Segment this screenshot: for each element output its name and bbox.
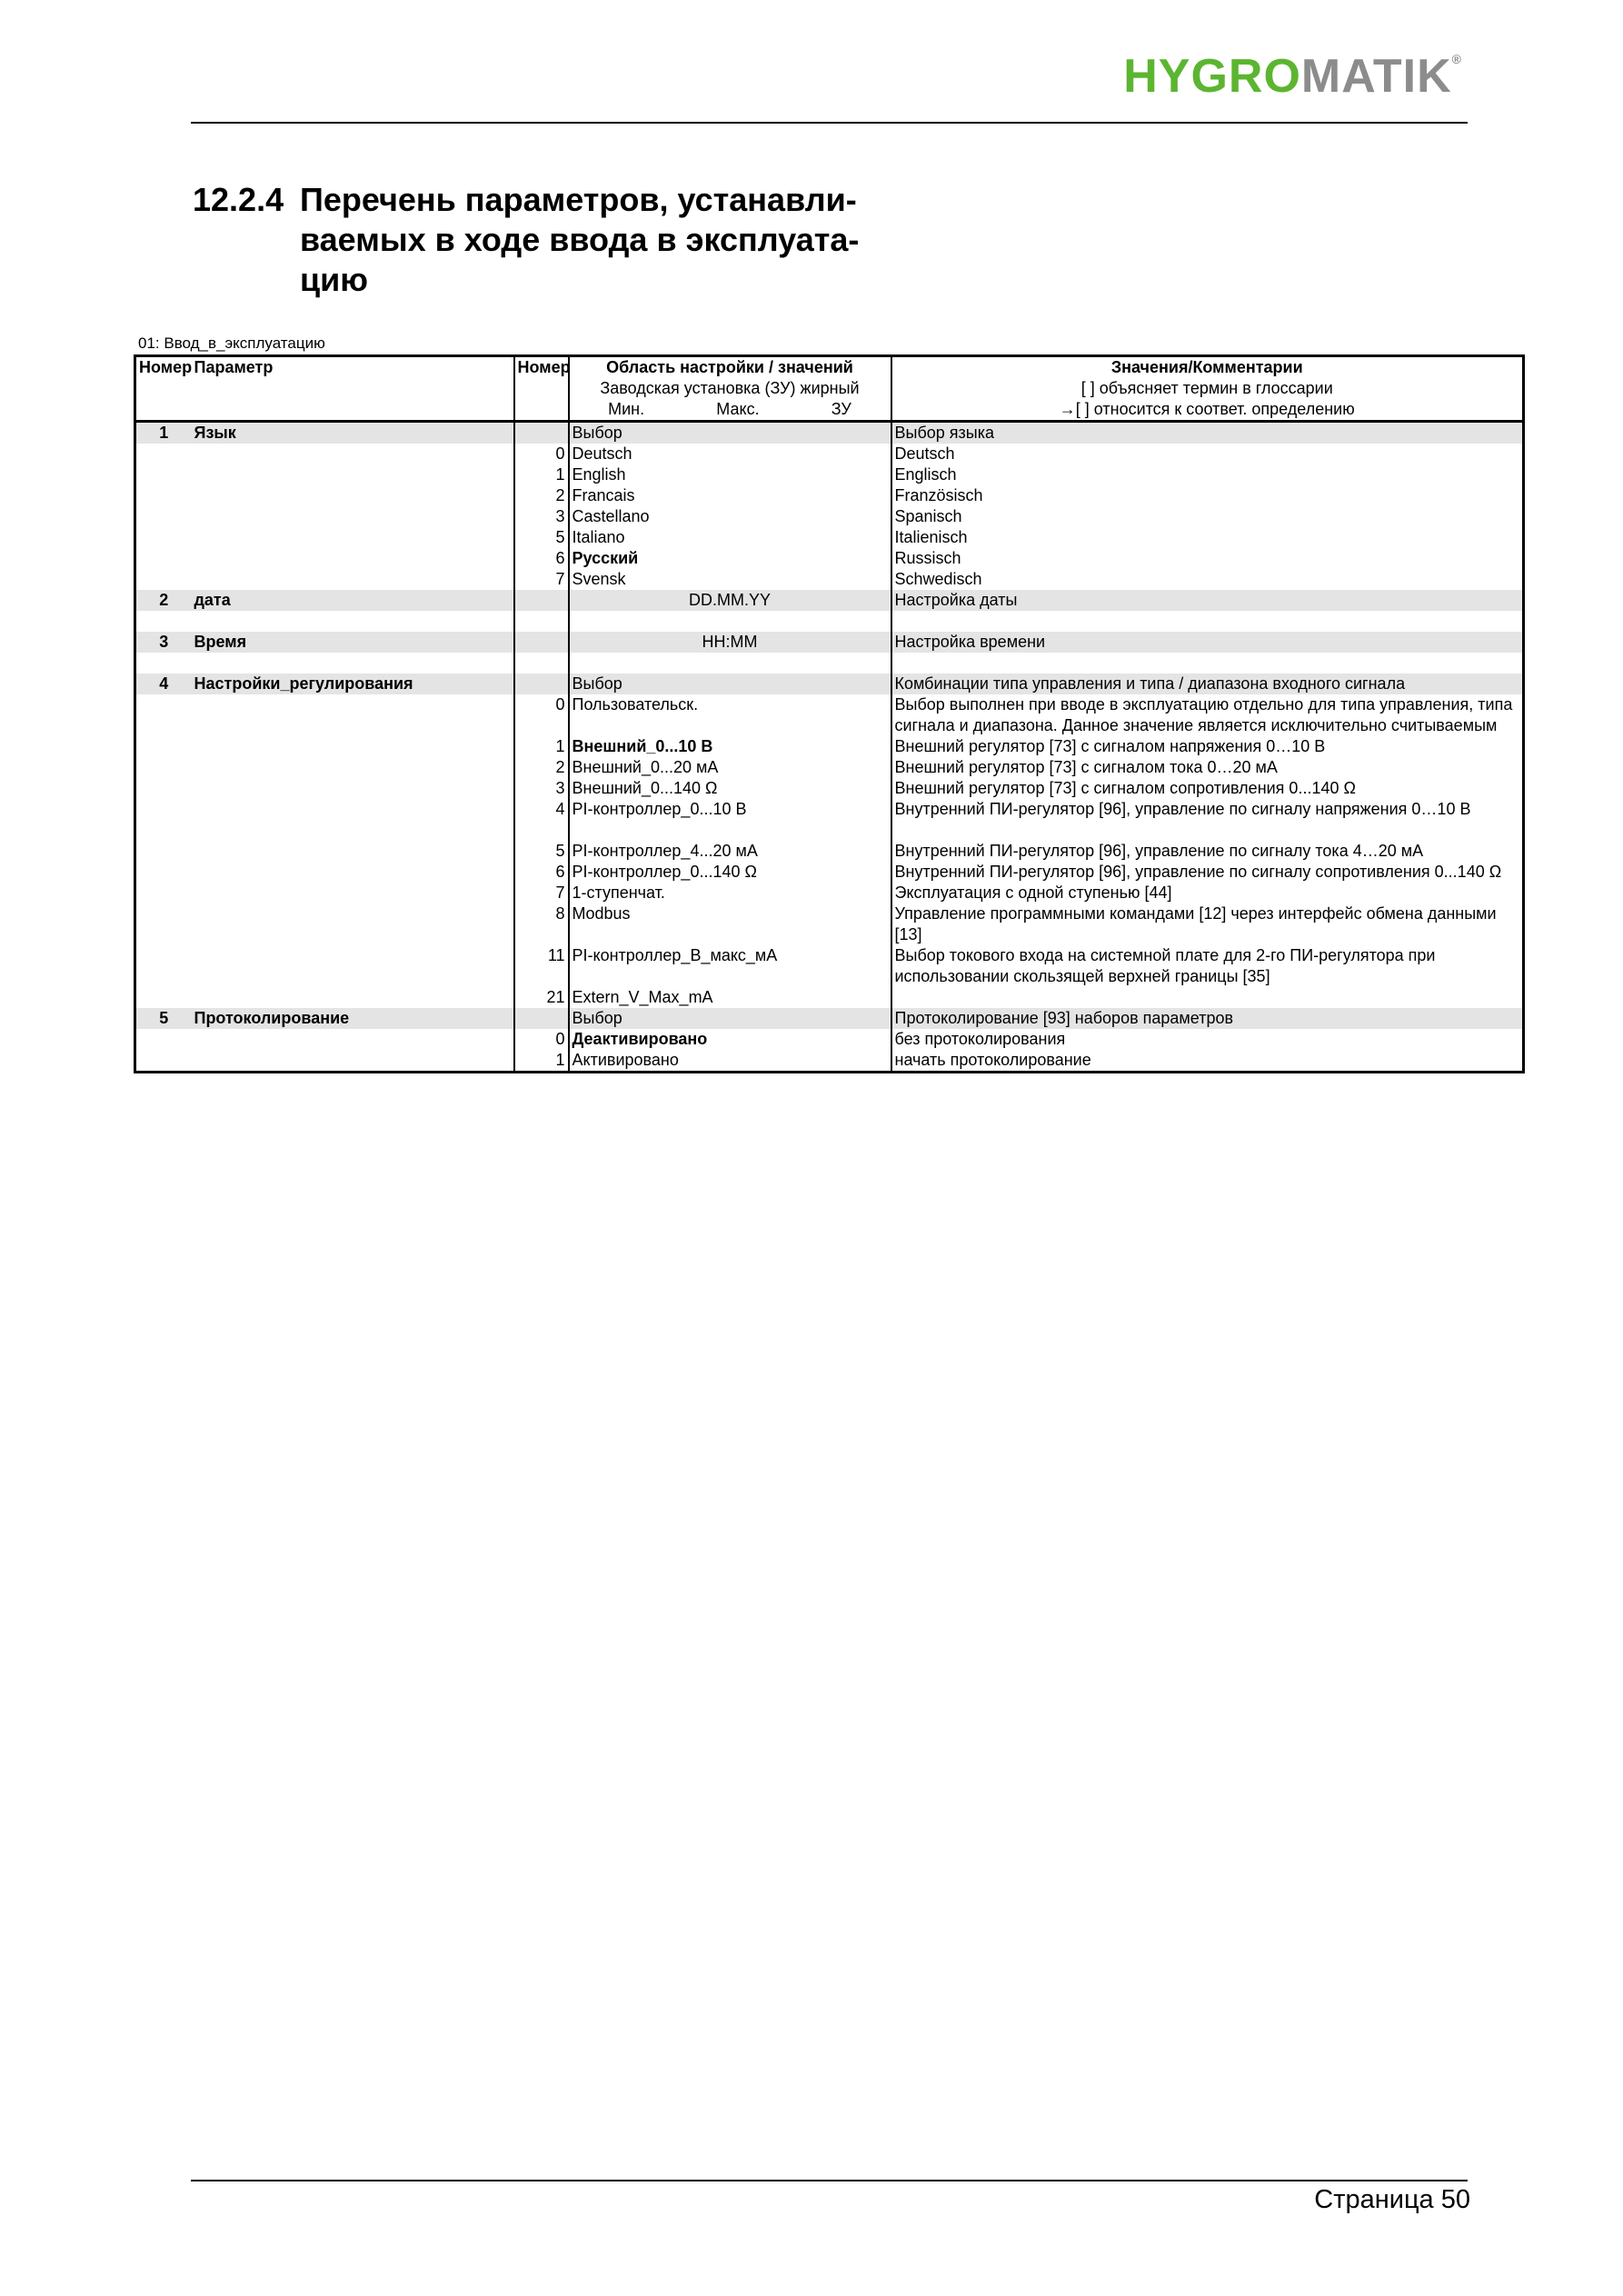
cell-range: Выбор	[569, 674, 891, 694]
cell-num	[135, 485, 192, 506]
cell-range: 1-ступенчат.	[569, 883, 891, 903]
cell-idx	[514, 611, 569, 632]
table-row	[135, 527, 1524, 548]
header-comment-sub1: [ ] объясняет термин в глоссарии	[891, 378, 1524, 399]
table-row	[135, 757, 1524, 778]
cell-idx	[514, 632, 569, 653]
table-row	[135, 611, 1524, 632]
logo-reg: ®	[1451, 52, 1462, 66]
cell-range: Выбор	[569, 1008, 891, 1029]
cell-num	[135, 464, 192, 485]
cell-range: PI-контроллер_0...10 В	[569, 799, 891, 841]
cell-num	[135, 945, 192, 987]
hygromatik-logo	[1123, 50, 1462, 103]
cell-param: Настройки_регулирования	[192, 674, 514, 694]
cell-idx	[514, 590, 569, 611]
cell-idx: 1	[514, 1050, 569, 1073]
header-rule	[191, 122, 1468, 124]
header-max: Макс.	[716, 400, 760, 418]
cell-range: DD.MM.YY	[569, 590, 891, 611]
title-line-1: Перечень параметров, устанавли-	[300, 181, 857, 218]
cell-range: PI-контроллер_0...140 Ω	[569, 862, 891, 883]
cell-idx	[514, 422, 569, 444]
cell-range: Extern_V_Max_mA	[569, 987, 891, 1008]
cell-num	[135, 444, 192, 464]
cell-range: Пользовательск.	[569, 694, 891, 736]
cell-param	[192, 883, 514, 903]
cell-idx: 7	[514, 883, 569, 903]
logo-matik: MATIK	[1300, 50, 1452, 103]
cell-comment: Внешний регулятор [73] с сигналом напряжения 0…10 В	[891, 736, 1524, 757]
table-row	[135, 485, 1524, 506]
cell-comment: Italienisch	[891, 527, 1524, 548]
cell-param	[192, 694, 514, 736]
cell-num	[135, 569, 192, 590]
cell-comment: Выбор языка	[891, 422, 1524, 444]
cell-num	[135, 736, 192, 757]
cell-idx: 2	[514, 485, 569, 506]
cell-range: PI-контроллер_4...20 мА	[569, 841, 891, 862]
cell-range: Italiano	[569, 527, 891, 548]
cell-range: Внешний_0...20 мА	[569, 757, 891, 778]
header-range-title: Область настройки / значений	[569, 356, 891, 379]
cell-num: 1	[135, 422, 192, 444]
table-row	[135, 799, 1524, 841]
cell-comment: Протоколирование [93] наборов параметров	[891, 1008, 1524, 1029]
cell-num	[135, 987, 192, 1008]
cell-param: Время	[192, 632, 514, 653]
header-idx: Номер	[514, 356, 569, 379]
cell-param	[192, 506, 514, 527]
cell-comment: Spanisch	[891, 506, 1524, 527]
cell-range: Deutsch	[569, 444, 891, 464]
table-row	[135, 736, 1524, 757]
cell-comment: Внутренний ПИ-регулятор [96], управление по сигналу напряжения 0…10 В	[891, 799, 1524, 841]
table-row	[135, 1029, 1524, 1050]
table-row	[135, 841, 1524, 862]
cell-range: Castellano	[569, 506, 891, 527]
cell-num	[135, 883, 192, 903]
cell-range: Деактивировано	[569, 1029, 891, 1050]
parameters-table	[134, 354, 1525, 1073]
cell-comment: Управление программными командами [12] через интерфейс обмена данными [13]	[891, 903, 1524, 945]
header-zu: ЗУ	[831, 400, 851, 418]
cell-range: Modbus	[569, 903, 891, 945]
cell-comment: Эксплуатация с одной ступенью [44]	[891, 883, 1524, 903]
table-row	[135, 945, 1524, 987]
cell-param	[192, 653, 514, 674]
cell-idx: 5	[514, 841, 569, 862]
cell-range	[569, 653, 891, 674]
cell-idx	[514, 653, 569, 674]
cell-idx: 0	[514, 444, 569, 464]
cell-param	[192, 987, 514, 1008]
cell-idx: 4	[514, 799, 569, 841]
cell-param	[192, 841, 514, 862]
cell-idx: 3	[514, 778, 569, 799]
cell-comment: Französisch	[891, 485, 1524, 506]
cell-num	[135, 757, 192, 778]
cell-comment: Выбор выполнен при вводе в эксплуатацию отдельно для типа управления, типа сигнала и диапазона. Данное значение является исключительно считываемым	[891, 694, 1524, 736]
cell-idx: 0	[514, 1029, 569, 1050]
cell-idx	[514, 674, 569, 694]
table-row	[135, 1050, 1524, 1073]
cell-num: 5	[135, 1008, 192, 1029]
cell-idx: 6	[514, 862, 569, 883]
cell-range	[569, 611, 891, 632]
cell-param	[192, 485, 514, 506]
table-row	[135, 694, 1524, 736]
cell-param: дата	[192, 590, 514, 611]
cell-param	[192, 757, 514, 778]
cell-comment	[891, 653, 1524, 674]
title-line-2: ваемых в ходе ввода в эксплуата-	[300, 221, 860, 258]
table-row	[135, 569, 1524, 590]
logo-hygro: HYGRO	[1123, 50, 1301, 103]
cell-num	[135, 694, 192, 736]
cell-num: 4	[135, 674, 192, 694]
table-row	[135, 422, 1524, 444]
cell-range: Svensk	[569, 569, 891, 590]
cell-param	[192, 548, 514, 569]
cell-range: English	[569, 464, 891, 485]
cell-num	[135, 841, 192, 862]
table-row	[135, 1008, 1524, 1029]
cell-comment: Внешний регулятор [73] с сигналом тока 0…20 мА	[891, 757, 1524, 778]
cell-idx: 0	[514, 694, 569, 736]
cell-idx: 21	[514, 987, 569, 1008]
cell-comment	[891, 611, 1524, 632]
cell-comment: Выбор токового входа на системной плате для 2-го ПИ-регулятора при использовании скользящей верхней границы [35]	[891, 945, 1524, 987]
cell-num	[135, 506, 192, 527]
cell-idx	[514, 1008, 569, 1029]
cell-comment: Комбинации типа управления и типа / диапазона входного сигнала	[891, 674, 1524, 694]
cell-idx: 1	[514, 736, 569, 757]
section-label: 01: Ввод_в_эксплуатацию	[138, 334, 325, 352]
table-row	[135, 883, 1524, 903]
cell-num	[135, 1050, 192, 1073]
table-row	[135, 590, 1524, 611]
header-comment-sub2: →[ ] относится к соответ. определению	[891, 399, 1524, 422]
header-num: Номер	[139, 358, 193, 376]
cell-param	[192, 444, 514, 464]
table-row	[135, 653, 1524, 674]
header-param: Параметр	[194, 358, 274, 376]
table-row	[135, 464, 1524, 485]
cell-comment: Russisch	[891, 548, 1524, 569]
cell-comment: начать протоколирование	[891, 1050, 1524, 1073]
cell-comment: Deutsch	[891, 444, 1524, 464]
cell-num	[135, 611, 192, 632]
cell-num	[135, 653, 192, 674]
table-row	[135, 444, 1524, 464]
cell-param	[192, 736, 514, 757]
cell-num	[135, 862, 192, 883]
table-row	[135, 632, 1524, 653]
cell-comment: Внутренний ПИ-регулятор [96], управление по сигналу сопротивления 0...140 Ω	[891, 862, 1524, 883]
cell-param	[192, 862, 514, 883]
cell-range: Русский	[569, 548, 891, 569]
table-row	[135, 778, 1524, 799]
cell-param	[192, 611, 514, 632]
cell-comment: Внутренний ПИ-регулятор [96], управление по сигналу тока 4…20 мА	[891, 841, 1524, 862]
cell-range: PI-контроллер_B_макс_мА	[569, 945, 891, 987]
cell-num	[135, 903, 192, 945]
header-min: Мин.	[608, 400, 645, 418]
cell-idx: 8	[514, 903, 569, 945]
table-row	[135, 987, 1524, 1008]
cell-param	[192, 945, 514, 987]
cell-comment	[891, 987, 1524, 1008]
table-row	[135, 506, 1524, 527]
header-range-sub: Заводская установка (ЗУ) жирный	[569, 378, 891, 399]
title-line-3: цию	[300, 261, 369, 298]
cell-param	[192, 799, 514, 841]
cell-range: Активировано	[569, 1050, 891, 1073]
cell-idx: 1	[514, 464, 569, 485]
table-row	[135, 862, 1524, 883]
cell-param	[192, 1050, 514, 1073]
cell-param	[192, 1029, 514, 1050]
cell-num	[135, 799, 192, 841]
page-number: Страница 50	[1314, 2185, 1470, 2214]
cell-param: Протоколирование	[192, 1008, 514, 1029]
footer-rule	[191, 2180, 1468, 2181]
cell-num: 3	[135, 632, 192, 653]
cell-comment: Englisch	[891, 464, 1524, 485]
cell-comment: Настройка времени	[891, 632, 1524, 653]
cell-range: Внешний_0...140 Ω	[569, 778, 891, 799]
cell-param	[192, 569, 514, 590]
cell-idx: 3	[514, 506, 569, 527]
table-row	[135, 674, 1524, 694]
cell-num	[135, 548, 192, 569]
cell-range: Выбор	[569, 422, 891, 444]
cell-param	[192, 778, 514, 799]
cell-num	[135, 778, 192, 799]
cell-comment: Внешний регулятор [73] с сигналом сопротивления 0...140 Ω	[891, 778, 1524, 799]
cell-idx: 7	[514, 569, 569, 590]
table-row	[135, 903, 1524, 945]
cell-range: Francais	[569, 485, 891, 506]
cell-param	[192, 903, 514, 945]
cell-comment: Настройка даты	[891, 590, 1524, 611]
header-comment-title: Значения/Комментарии	[891, 356, 1524, 379]
cell-comment: Schwedisch	[891, 569, 1524, 590]
cell-idx: 6	[514, 548, 569, 569]
cell-param	[192, 464, 514, 485]
cell-idx: 2	[514, 757, 569, 778]
cell-comment: без протоколирования	[891, 1029, 1524, 1050]
cell-idx: 11	[514, 945, 569, 987]
cell-param: Язык	[192, 422, 514, 444]
cell-num	[135, 527, 192, 548]
page-title	[193, 180, 859, 300]
cell-range: HH:MM	[569, 632, 891, 653]
table-row	[135, 548, 1524, 569]
section-number: 12.2.4	[193, 181, 284, 218]
cell-num	[135, 1029, 192, 1050]
cell-param	[192, 527, 514, 548]
cell-num: 2	[135, 590, 192, 611]
cell-range: Внешний_0...10 В	[569, 736, 891, 757]
cell-idx: 5	[514, 527, 569, 548]
